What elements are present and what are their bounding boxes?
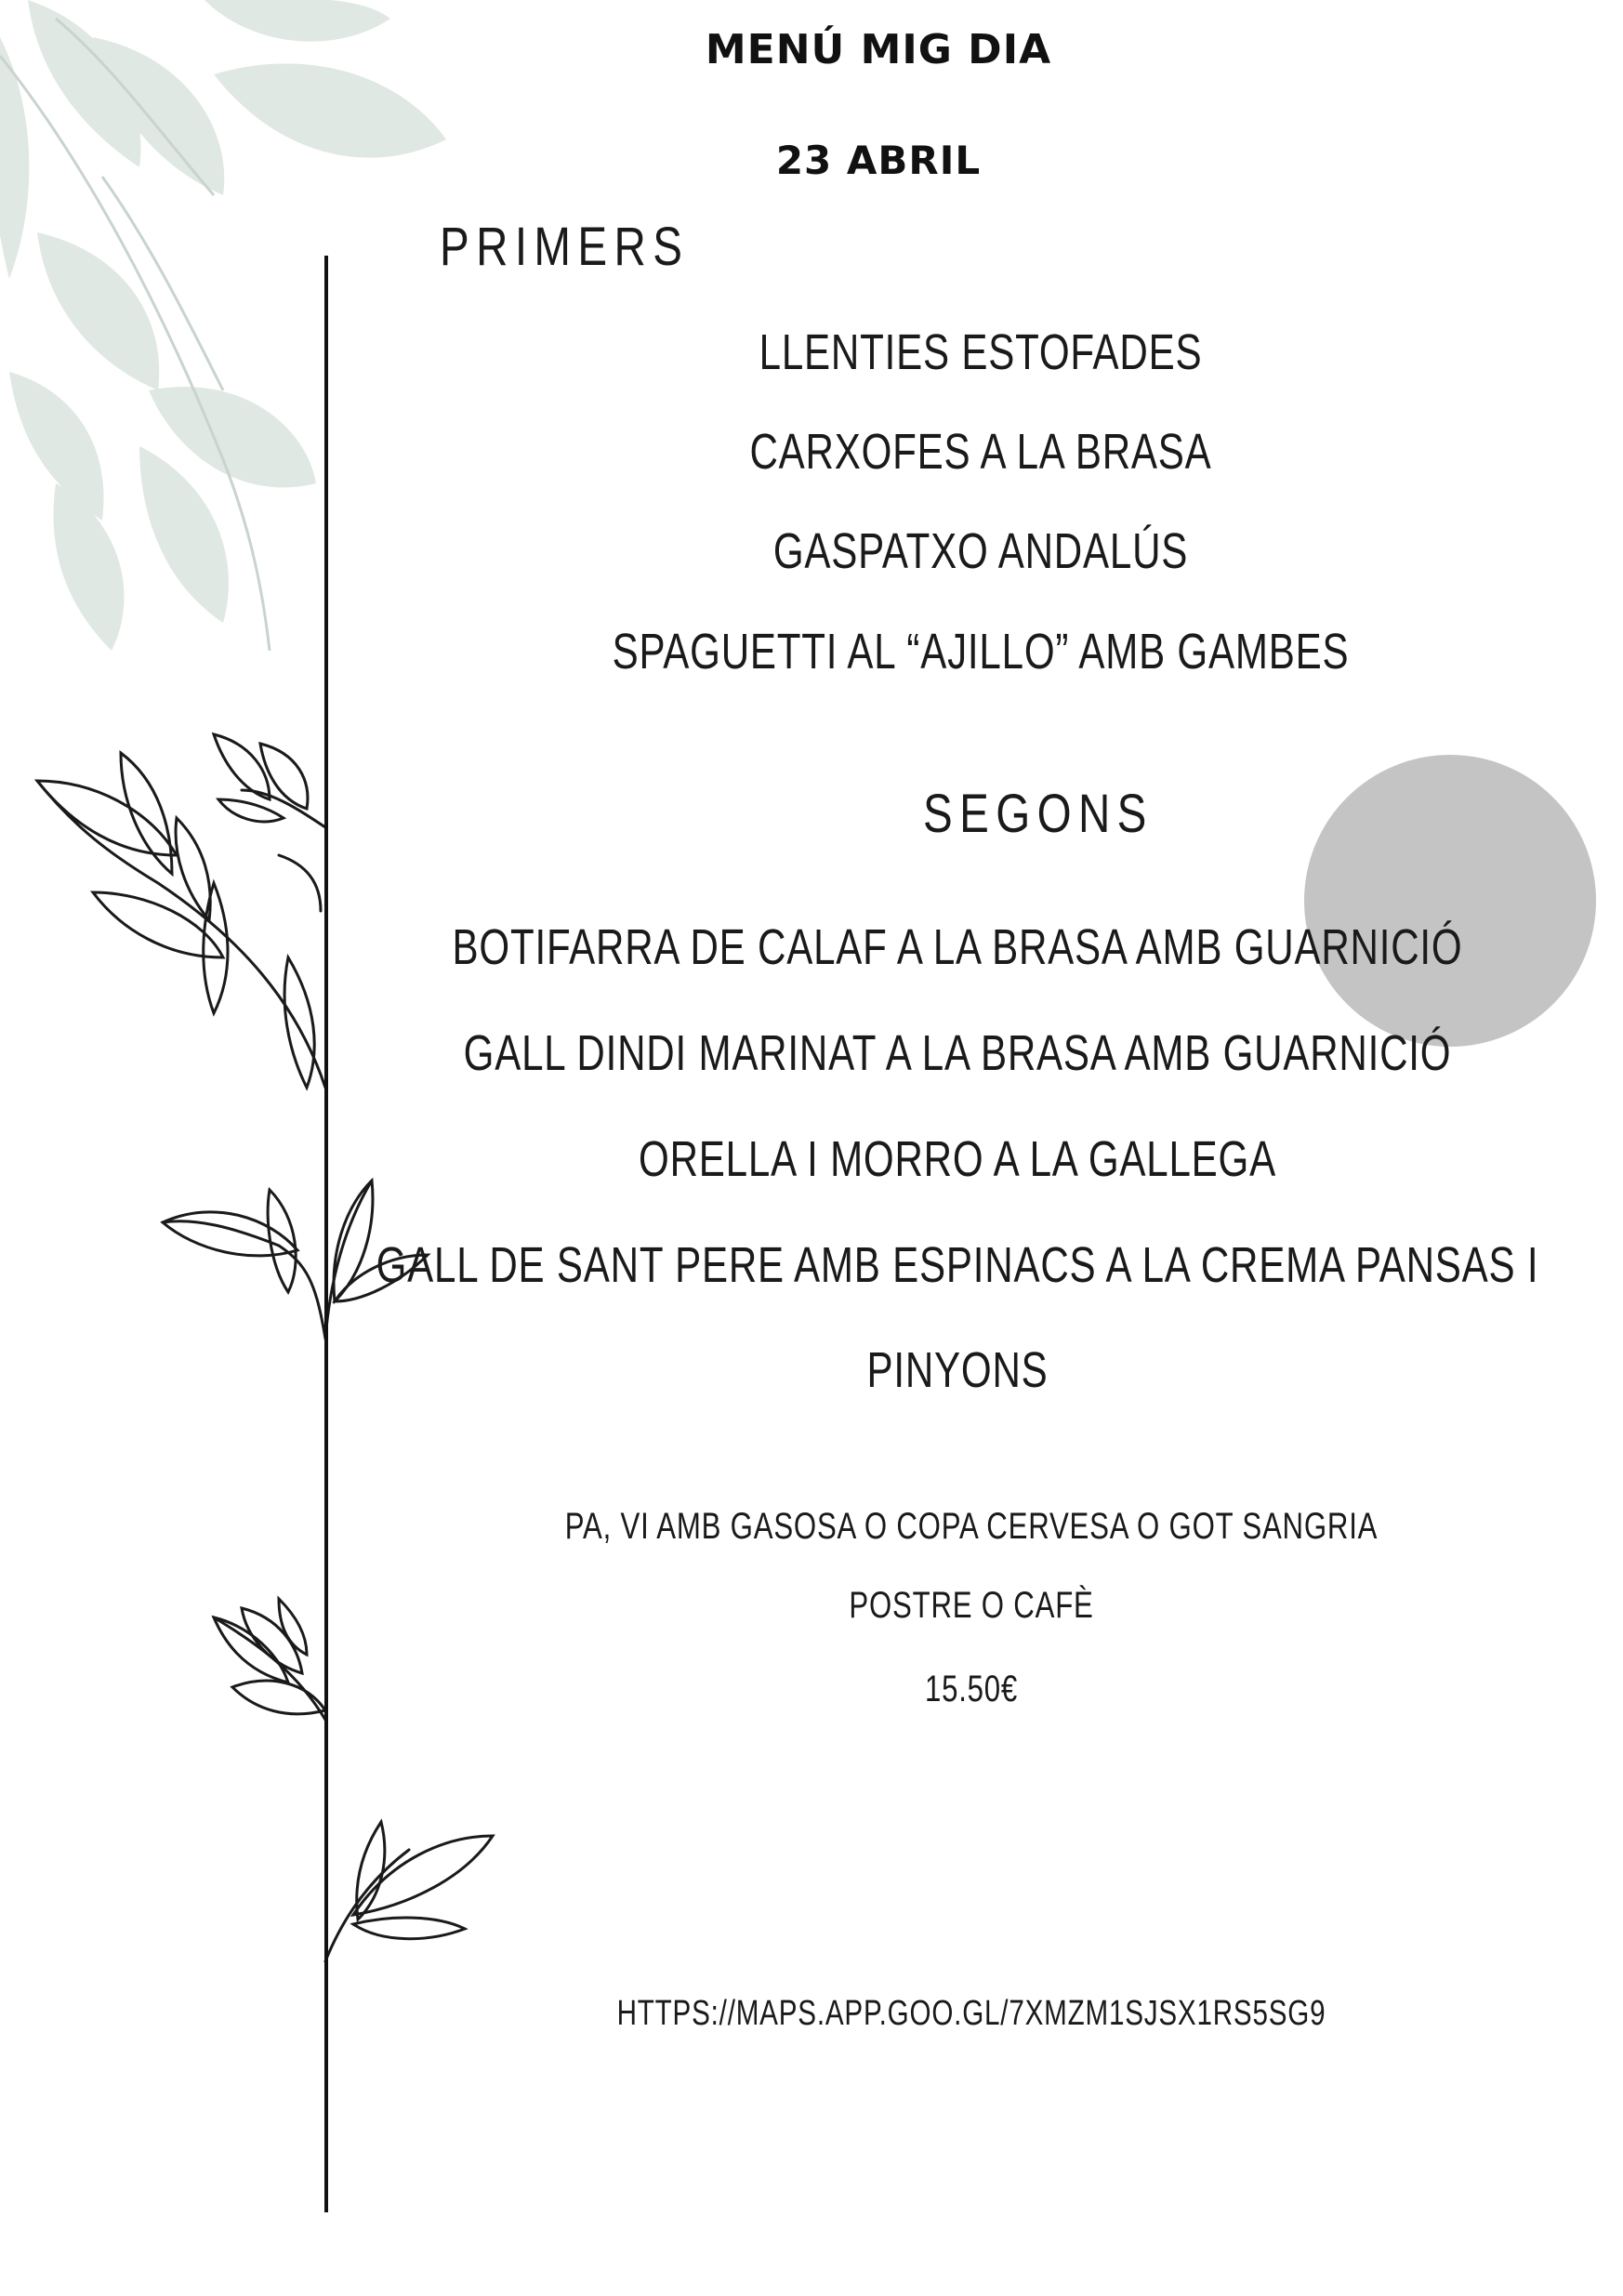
primers-item-4: SPAGUETTI AL “AJILLO” AMB GAMBES [612,624,1350,680]
primers-heading: PRIMERS [440,217,690,277]
segons-item-4: GALL DE SANT PERE AMB ESPINACS A LA CREMA PANSAS I [376,1237,1539,1293]
segons-item-2: GALL DINDI MARINAT A LA BRASA AMB GUARNICIÓ [463,1025,1452,1081]
primers-item-3: GASPATXO ANDALÚS [772,523,1189,579]
segons-item-3: ORELLA I MORRO A LA GALLEGA [639,1131,1276,1187]
price-line: 15.50€ [924,1669,1019,1709]
grey-circle-decoration [1304,755,1596,1047]
dessert-line: POSTRE O CAFÈ [849,1585,1094,1626]
maps-url-link[interactable]: HTTPS://MAPS.APP.GOO.GL/7XMZM1SJSX1RS5SG9 [616,1994,1326,2033]
drinks-line: PA, VI AMB GASOSA O COPA CERVESA O GOT SANGRIA [564,1506,1379,1547]
segons-item-1: BOTIFARRA DE CALAF A LA BRASA AMB GUARNICIÓ [452,919,1463,975]
segons-item-5: PINYONS [866,1342,1049,1398]
segons-heading: SEGONS [923,784,1154,844]
primers-item-1: LLENTIES ESTOFADES [759,324,1203,380]
menu-date: 23 ABRIL [775,138,982,183]
menu-title: MENÚ MIG DIA [705,26,1052,73]
primers-item-2: CARXOFES A LA BRASA [749,424,1212,480]
